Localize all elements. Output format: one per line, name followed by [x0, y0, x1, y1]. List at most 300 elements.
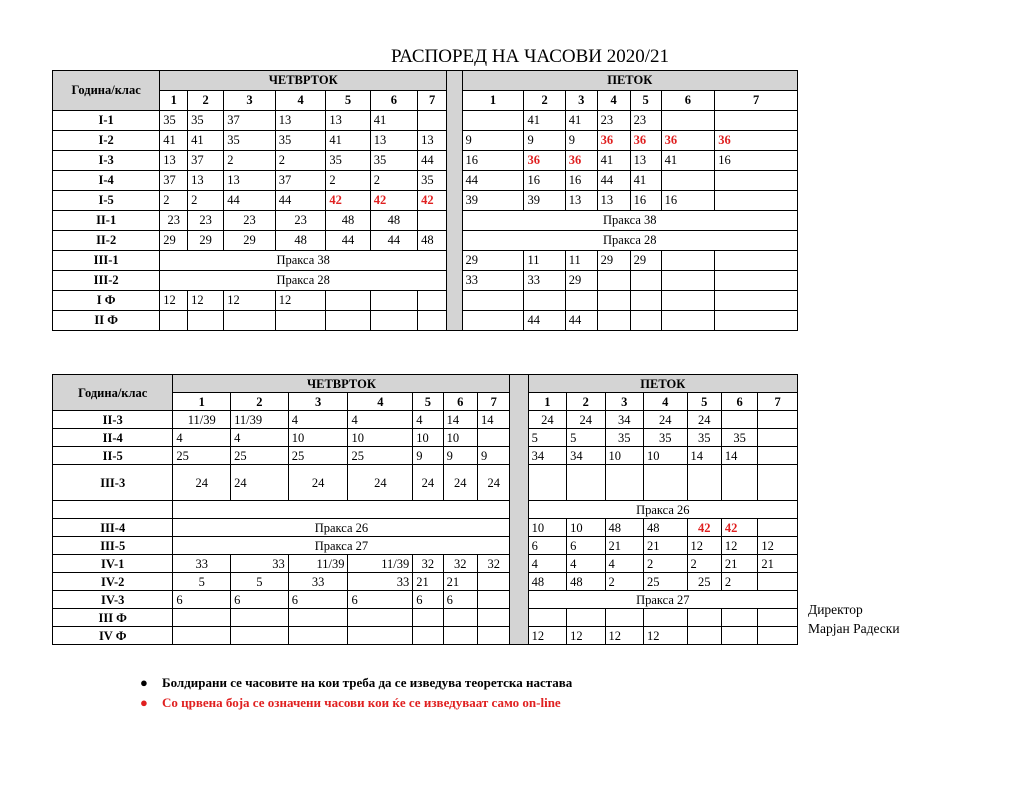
schedule-cell: 25 — [643, 573, 687, 591]
schedule-cell: 32 — [413, 555, 443, 573]
schedule-cell: 10 — [413, 429, 443, 447]
schedule-cell: 11/39 — [231, 411, 289, 429]
schedule-cell: 35 — [721, 429, 757, 447]
schedule-cell — [288, 609, 348, 627]
schedule-cell: 21 — [605, 537, 643, 555]
schedule-cell: 2 — [188, 191, 224, 211]
schedule-cell — [758, 573, 798, 591]
schedule-cell: 44 — [524, 311, 565, 331]
class-label: I Ф — [53, 291, 160, 311]
schedule-cell: 14 — [721, 447, 757, 465]
period-number: 4 — [643, 393, 687, 411]
schedule-cell: 23 — [224, 211, 276, 231]
schedule-cell — [661, 111, 715, 131]
schedule-cell: 48 — [643, 519, 687, 537]
table-row — [53, 573, 798, 591]
schedule-cell — [721, 627, 757, 645]
schedule-cell — [478, 609, 510, 627]
schedule-cell — [524, 291, 565, 311]
schedule-cell: 21 — [758, 555, 798, 573]
schedule-cell: 24 — [348, 465, 413, 501]
period-header-row — [53, 91, 798, 111]
schedule-cell: 11 — [524, 251, 565, 271]
class-label: III-3 — [53, 465, 173, 501]
schedule-cell — [758, 465, 798, 501]
schedule-cell: 24 — [231, 465, 289, 501]
schedule-cell — [687, 609, 721, 627]
schedule-cell: 10 — [605, 447, 643, 465]
schedule-cell — [173, 609, 231, 627]
online-cell: 42 — [721, 519, 757, 537]
table-row — [53, 501, 798, 519]
schedule-cell: 5 — [173, 573, 231, 591]
schedule-cell: 6 — [173, 591, 231, 609]
schedule-cell — [418, 311, 447, 331]
class-label: II Ф — [53, 311, 160, 331]
schedule-cell: 6 — [413, 591, 443, 609]
schedule-cell: 24 — [443, 465, 477, 501]
schedule-cell — [418, 111, 447, 131]
period-number: 6 — [370, 91, 417, 111]
schedule-cell: 35 — [418, 171, 447, 191]
practice-cell: Пракса 28 — [160, 271, 447, 291]
schedule-cell: 4 — [567, 555, 605, 573]
schedule-cell: 6 — [288, 591, 348, 609]
schedule-cell — [661, 311, 715, 331]
schedule-cell — [370, 291, 417, 311]
online-cell: 36 — [661, 131, 715, 151]
schedule-cell: 35 — [224, 131, 276, 151]
schedule-cell: 25 — [348, 447, 413, 465]
page-title: РАСПОРЕД НА ЧАСОВИ 2020/21 — [390, 46, 670, 67]
schedule-cell: 24 — [478, 465, 510, 501]
online-cell: 36 — [715, 131, 798, 151]
schedule-cell: 4 — [528, 555, 566, 573]
row-header-label: Година/клас — [53, 71, 160, 111]
day-header-thursday: ЧЕТВРТОК — [160, 71, 447, 91]
schedule-cell: 25 — [687, 573, 721, 591]
schedule-cell: 12 — [275, 291, 326, 311]
schedule-cell: 37 — [160, 171, 188, 191]
schedule-cell: 37 — [275, 171, 326, 191]
schedule-cell: 14 — [443, 411, 477, 429]
schedule-cell — [462, 291, 524, 311]
table-row — [53, 131, 798, 151]
schedule-cell — [643, 609, 687, 627]
schedule-cell: 13 — [224, 171, 276, 191]
practice-cell: Пракса 38 — [462, 211, 797, 231]
schedule-cell: 21 — [413, 573, 443, 591]
schedule-cell — [715, 291, 798, 311]
period-number: 1 — [160, 91, 188, 111]
table-row — [53, 411, 798, 429]
schedule-cell — [443, 627, 477, 645]
schedule-cell — [630, 311, 661, 331]
schedule-cell — [231, 627, 289, 645]
schedule-cell: 23 — [275, 211, 326, 231]
schedule-cell — [528, 465, 566, 501]
schedule-cell: 35 — [160, 111, 188, 131]
schedule-cell: 9 — [443, 447, 477, 465]
schedule-cell: 48 — [370, 211, 417, 231]
schedule-cell: 11/39 — [348, 555, 413, 573]
schedule-cell — [605, 465, 643, 501]
schedule-cell: 23 — [160, 211, 188, 231]
schedule-cell: 13 — [565, 191, 597, 211]
schedule-cell: 9 — [413, 447, 443, 465]
schedule-cell: 23 — [630, 111, 661, 131]
schedule-cell — [721, 411, 757, 429]
schedule-cell: 16 — [630, 191, 661, 211]
class-label: II-2 — [53, 231, 160, 251]
schedule-cell — [758, 627, 798, 645]
class-label: IV Ф — [53, 627, 173, 645]
period-number: 5 — [630, 91, 661, 111]
day-header-friday: ПЕТОК — [528, 375, 797, 393]
schedule-cell: 25 — [288, 447, 348, 465]
schedule-cell — [231, 609, 289, 627]
schedule-cell: 41 — [188, 131, 224, 151]
table-row — [53, 191, 798, 211]
schedule-cell: 44 — [418, 151, 447, 171]
period-number: 5 — [687, 393, 721, 411]
period-number: 1 — [528, 393, 566, 411]
schedule-cell: 35 — [326, 151, 370, 171]
schedule-cell: 32 — [443, 555, 477, 573]
schedule-cell — [758, 447, 798, 465]
schedule-cell: 9 — [478, 447, 510, 465]
schedule-cell — [418, 291, 447, 311]
schedule-cell: 24 — [567, 411, 605, 429]
schedule-cell — [661, 171, 715, 191]
schedule-cell: 10 — [643, 447, 687, 465]
schedule-cell: 24 — [288, 465, 348, 501]
schedule-cell: 24 — [687, 411, 721, 429]
schedule-cell: 21 — [721, 555, 757, 573]
table-row — [53, 111, 798, 131]
schedule-cell: 44 — [326, 231, 370, 251]
period-number: 3 — [224, 91, 276, 111]
schedule-cell: 48 — [275, 231, 326, 251]
schedule-cell: 13 — [188, 171, 224, 191]
empty-cell — [173, 501, 510, 519]
schedule-cell — [326, 291, 370, 311]
practice-cell: Пракса 26 — [528, 501, 797, 519]
online-cell: 36 — [524, 151, 565, 171]
schedule-cell: 33 — [173, 555, 231, 573]
table-row — [53, 151, 798, 171]
schedule-cell: 16 — [715, 151, 798, 171]
schedule-cell — [567, 609, 605, 627]
period-number: 3 — [565, 91, 597, 111]
schedule-cell — [605, 609, 643, 627]
schedule-cell: 10 — [288, 429, 348, 447]
schedule-cell: 2 — [370, 171, 417, 191]
class-label: III-1 — [53, 251, 160, 271]
class-label: III-2 — [53, 271, 160, 291]
class-label: II-1 — [53, 211, 160, 231]
class-label: II-3 — [53, 411, 173, 429]
period-number: 3 — [288, 393, 348, 411]
schedule-cell — [687, 627, 721, 645]
practice-cell: Пракса 27 — [173, 537, 510, 555]
schedule-cell: 35 — [687, 429, 721, 447]
schedule-cell: 5 — [528, 429, 566, 447]
schedule-cell: 23 — [188, 211, 224, 231]
schedule-cell — [661, 271, 715, 291]
schedule-cell: 2 — [605, 573, 643, 591]
schedule-cell: 33 — [524, 271, 565, 291]
schedule-cell: 6 — [348, 591, 413, 609]
table-row — [53, 519, 798, 537]
schedule-cell — [597, 271, 630, 291]
schedule-cell — [478, 429, 510, 447]
schedule-cell — [758, 429, 798, 447]
period-number: 6 — [443, 393, 477, 411]
schedule-cell: 41 — [630, 171, 661, 191]
schedule-cell: 24 — [528, 411, 566, 429]
class-label: I-4 — [53, 171, 160, 191]
schedule-cell: 48 — [567, 573, 605, 591]
schedule-cell — [224, 311, 276, 331]
schedule-cell — [478, 591, 510, 609]
period-number: 7 — [418, 91, 447, 111]
schedule-cell: 4 — [173, 429, 231, 447]
row-header-label: Година/клас — [53, 375, 173, 411]
schedule-cell — [188, 311, 224, 331]
schedule-cell: 2 — [643, 555, 687, 573]
schedule-cell — [443, 609, 477, 627]
schedule-cell — [478, 573, 510, 591]
schedule-table-1 — [52, 70, 798, 331]
schedule-cell — [721, 609, 757, 627]
schedule-cell: 2 — [721, 573, 757, 591]
director-title: Директор — [808, 602, 863, 617]
table-row — [53, 311, 798, 331]
note-text: Болдирани се часовите на кои треба да се изведува теоретска настава — [162, 675, 573, 690]
schedule-cell: 24 — [643, 411, 687, 429]
class-label: III Ф — [53, 609, 173, 627]
schedule-cell: 9 — [565, 131, 597, 151]
practice-cell: Пракса 26 — [173, 519, 510, 537]
table-row — [53, 555, 798, 573]
class-label: IV-1 — [53, 555, 173, 573]
schedule-cell: 24 — [173, 465, 231, 501]
schedule-cell: 48 — [418, 231, 447, 251]
class-label: I-1 — [53, 111, 160, 131]
online-cell: 42 — [370, 191, 417, 211]
schedule-cell — [758, 519, 798, 537]
schedule-cell — [661, 291, 715, 311]
schedule-cell: 29 — [630, 251, 661, 271]
schedule-cell: 21 — [643, 537, 687, 555]
schedule-cell: 4 — [288, 411, 348, 429]
class-label: IV-3 — [53, 591, 173, 609]
table-row — [53, 211, 798, 231]
table-row — [53, 447, 798, 465]
schedule-cell — [758, 609, 798, 627]
schedule-cell: 2 — [160, 191, 188, 211]
schedule-cell: 21 — [443, 573, 477, 591]
schedule-cell — [413, 627, 443, 645]
schedule-cell — [643, 465, 687, 501]
schedule-cell: 9 — [462, 131, 524, 151]
schedule-cell: 12 — [721, 537, 757, 555]
schedule-cell: 35 — [275, 131, 326, 151]
schedule-cell: 33 — [231, 555, 289, 573]
schedule-cell: 41 — [565, 111, 597, 131]
period-number: 1 — [462, 91, 524, 111]
notes-list — [140, 673, 572, 713]
schedule-cell: 33 — [348, 573, 413, 591]
period-number: 2 — [567, 393, 605, 411]
schedule-cell: 10 — [567, 519, 605, 537]
period-number: 4 — [597, 91, 630, 111]
period-number: 4 — [275, 91, 326, 111]
schedule-cell — [478, 627, 510, 645]
schedule-cell: 14 — [687, 447, 721, 465]
schedule-cell: 29 — [224, 231, 276, 251]
schedule-cell: 13 — [370, 131, 417, 151]
period-number: 2 — [231, 393, 289, 411]
bullet-icon: ● — [140, 675, 148, 690]
class-label — [53, 501, 173, 519]
day-header-thursday: ЧЕТВРТОК — [173, 375, 510, 393]
schedule-cell: 33 — [288, 573, 348, 591]
schedule-cell: 29 — [160, 231, 188, 251]
schedule-cell — [173, 627, 231, 645]
schedule-cell — [288, 627, 348, 645]
schedule-cell — [721, 465, 757, 501]
table-row — [53, 465, 798, 501]
schedule-cell: 25 — [231, 447, 289, 465]
schedule-cell: 6 — [528, 537, 566, 555]
schedule-cell: 14 — [478, 411, 510, 429]
schedule-cell — [326, 311, 370, 331]
schedule-table-2 — [52, 374, 798, 645]
schedule-cell: 10 — [443, 429, 477, 447]
schedule-cell: 29 — [462, 251, 524, 271]
schedule-cell — [715, 111, 798, 131]
table-row — [53, 609, 798, 627]
practice-cell: Пракса 27 — [528, 591, 797, 609]
online-cell: 42 — [326, 191, 370, 211]
schedule-cell — [758, 411, 798, 429]
class-label: I-2 — [53, 131, 160, 151]
schedule-cell: 41 — [370, 111, 417, 131]
schedule-cell: 2 — [687, 555, 721, 573]
period-number: 5 — [413, 393, 443, 411]
schedule-cell: 4 — [413, 411, 443, 429]
schedule-cell — [597, 311, 630, 331]
schedule-cell: 12 — [643, 627, 687, 645]
online-cell: 36 — [597, 131, 630, 151]
note-text: Со црвена боја се означени часови кои ќе се изведуваат само on-line — [162, 695, 561, 710]
schedule-cell — [370, 311, 417, 331]
schedule-cell: 29 — [188, 231, 224, 251]
table-row — [53, 291, 798, 311]
note-red-online — [140, 693, 572, 713]
schedule-cell: 24 — [413, 465, 443, 501]
schedule-cell: 35 — [643, 429, 687, 447]
table-row — [53, 591, 798, 609]
class-label: II-4 — [53, 429, 173, 447]
class-label: II-5 — [53, 447, 173, 465]
schedule-cell: 44 — [462, 171, 524, 191]
online-cell: 36 — [630, 131, 661, 151]
schedule-cell — [630, 271, 661, 291]
table-row — [53, 231, 798, 251]
schedule-cell — [715, 311, 798, 331]
schedule-cell: 25 — [173, 447, 231, 465]
schedule-cell — [661, 251, 715, 271]
schedule-cell: 41 — [661, 151, 715, 171]
schedule-cell: 12 — [528, 627, 566, 645]
period-number: 7 — [758, 393, 798, 411]
director-signature — [808, 600, 900, 638]
schedule-cell: 2 — [275, 151, 326, 171]
class-label: III-5 — [53, 537, 173, 555]
schedule-cell: 48 — [605, 519, 643, 537]
schedule-cell: 11/39 — [288, 555, 348, 573]
schedule-cell: 32 — [478, 555, 510, 573]
schedule-cell: 4 — [348, 411, 413, 429]
schedule-cell: 41 — [326, 131, 370, 151]
schedule-cell: 5 — [567, 429, 605, 447]
schedule-cell: 10 — [348, 429, 413, 447]
online-cell: 42 — [687, 519, 721, 537]
schedule-cell — [462, 111, 524, 131]
schedule-cell — [715, 251, 798, 271]
schedule-cell: 12 — [758, 537, 798, 555]
period-number: 7 — [478, 393, 510, 411]
schedule-cell: 6 — [231, 591, 289, 609]
schedule-cell: 12 — [687, 537, 721, 555]
period-number: 3 — [605, 393, 643, 411]
period-number: 6 — [721, 393, 757, 411]
director-name: Марјан Радески — [808, 621, 900, 636]
schedule-cell: 33 — [462, 271, 524, 291]
table-gap — [510, 375, 528, 645]
schedule-cell: 6 — [567, 537, 605, 555]
schedule-cell: 16 — [462, 151, 524, 171]
schedule-cell: 48 — [528, 573, 566, 591]
schedule-cell: 12 — [160, 291, 188, 311]
class-label: I-3 — [53, 151, 160, 171]
class-label: III-4 — [53, 519, 173, 537]
schedule-cell: 4 — [605, 555, 643, 573]
schedule-cell: 12 — [605, 627, 643, 645]
online-cell: 42 — [418, 191, 447, 211]
schedule-cell — [462, 311, 524, 331]
schedule-cell: 34 — [528, 447, 566, 465]
schedule-cell: 11 — [565, 251, 597, 271]
period-number: 2 — [524, 91, 565, 111]
schedule-cell: 12 — [188, 291, 224, 311]
schedule-cell: 44 — [275, 191, 326, 211]
schedule-cell: 16 — [565, 171, 597, 191]
class-label: I-5 — [53, 191, 160, 211]
schedule-cell — [275, 311, 326, 331]
schedule-cell: 29 — [565, 271, 597, 291]
schedule-cell — [565, 291, 597, 311]
schedule-cell: 13 — [418, 131, 447, 151]
table-row — [53, 627, 798, 645]
practice-cell: Пракса 38 — [160, 251, 447, 271]
schedule-cell — [348, 627, 413, 645]
table-row — [53, 537, 798, 555]
schedule-cell: 48 — [326, 211, 370, 231]
